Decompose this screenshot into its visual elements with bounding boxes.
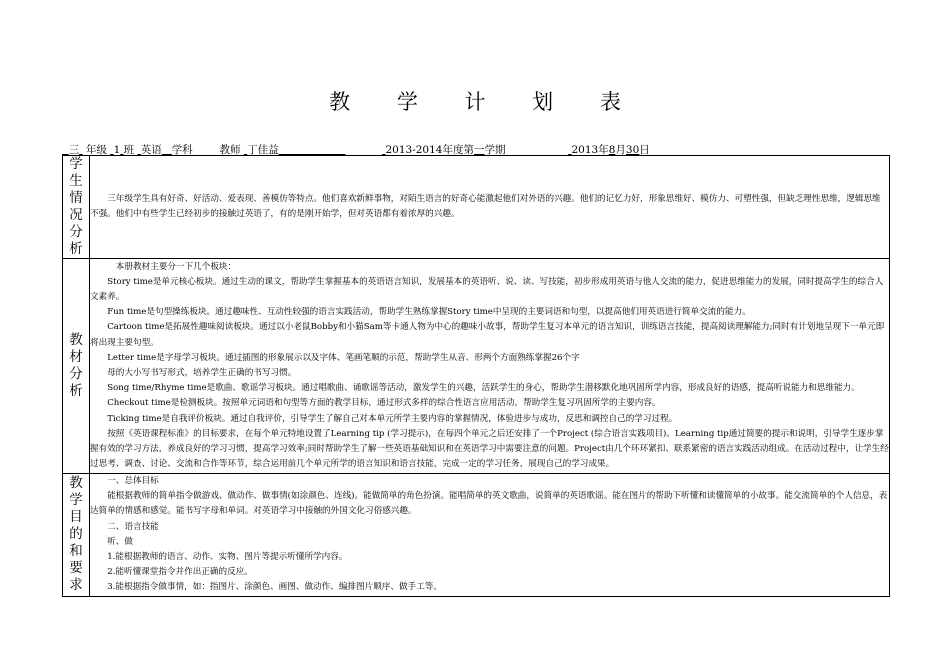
student-analysis-paragraph: 三年级学生具有好奇、好活动、爱表现、善模仿等特点。他们喜欢新鲜事物，对陌生语言的好奇心能激起他们对外语的兴趣。他们的记忆力好，形象思维好、模仿力、可塑性强，但缺乏理性思维，逻辑思维不强。他们中有些学生已经初步的接触过英语了，有的是刚开始学，但对英语都有着浓厚的兴趣。 (90, 193, 881, 219)
material-analysis-content (90, 259, 890, 474)
material-analysis-label-cell (63, 259, 90, 474)
grade-label: 年级 (85, 144, 107, 156)
date-month: 8 (608, 144, 616, 156)
term-number: 一 (473, 144, 485, 156)
material-paragraph: Fun time是句型操练板块。通过趣味性、互动性较强的语言实践活动，帮助学生熟练掌握Story time中呈现的主要词语和句型，以提高他们用英语进行简单交流的能力。 (107, 307, 751, 318)
material-paragraph: 本册教材主要分一下几个板块： (115, 261, 237, 272)
material-paragraph: 母的大小写书写形式，培养学生正确的书写习惯。 (107, 368, 297, 378)
goals-paragraph: 能根据教师的简单指令做游戏、做动作、做事情(如涂颜色、连线)。能做简单的角色扮演。能唱简单的英文歌曲，说简单的英语歌谣。能在图片的帮助下听懂和读懂简单的小故事。能交流简单的个人信息，表达简单的情感和感觉。能书写字母和单词。对英语学习中接触的外国文化习俗感兴趣。 (90, 491, 888, 517)
material-paragraph: Story time是单元核心板块。通过生动的课文，帮助学生掌握基本的英语语言知识，发展基本的英语听、说、读、写技能，初步形成用英语与他人交流的能力，促进思维能力的发展，同时提高学生的综合人文素养。 (90, 276, 884, 302)
material-paragraph: Cartoon time是拓展性趣味阅读板块。通过以小老鼠Bobby和小猫Sam等卡通人物为中心的趣味小故事，帮助学生复习本单元的语言知识，训练语言技能，提高阅读理解能力;同时有计划地呈现下一单元即将出现主要句型。 (90, 322, 885, 348)
goals-paragraph: 3.能根据指令做事情，如：指图片、涂颜色、画图、做动作、编排图片顺序、做手工等。 (107, 582, 442, 593)
goals-paragraph: 一、总体目标 (107, 476, 159, 486)
date-month-label: 月 (615, 144, 626, 156)
class-value: 1 (113, 144, 121, 156)
document-title: 教 学 计 划 表 (329, 90, 641, 114)
subject-label: 学科 (171, 144, 193, 156)
teacher-label: 教师 (219, 144, 241, 156)
goals-paragraph: 二、语言技能 (107, 521, 159, 532)
teacher-name: 丁佳益 (247, 144, 279, 156)
date-year-label: 年 (598, 144, 609, 156)
teaching-goals-content (90, 474, 890, 597)
grade-value: 三 (68, 144, 80, 156)
plan-table (62, 155, 890, 597)
goals-paragraph: 2.能听懂课堂指令并作出正确的反应。 (107, 567, 253, 578)
date-day-label: 日 (639, 144, 650, 156)
teaching-goals-label: 教学目的和要求 (69, 475, 83, 594)
student-analysis-label-cell (63, 156, 90, 259)
date-day: 30 (625, 144, 640, 156)
material-paragraph: 按照《英语课程标准》的目标要求，在每个单元特地设置了Learning tip (学习提示)，在每四个单元之后还安排了一个Project (综合语言实践项目)。Learning tip通过简要的提示和说明，引导学生逐步掌握有效的学习方法，养成良好的学习习惯，提高学习效率;同时帮助学生了解一些英语基础知识和在英语学习中需要注意的问题。Project由几个环环紧扣、联系紧密的语言实践活动组成。在活动过程中，让学生经过思考、调查、讨论、交流和合作等环节，综合运用前几个单元所学的语言知识和语言技能，完成一定的学习任务，展现自己的学习成果。 (90, 428, 889, 470)
subject-value: 英语 (140, 144, 162, 156)
teaching-goals-row (63, 474, 890, 597)
year-range: 2013-2014 (385, 144, 443, 156)
material-paragraph: Letter time是字母学习板块。通过插图的形象展示以及字体、笔画笔顺的示范，帮助学生从音、形两个方面熟练掌握26个字 (107, 352, 580, 363)
date-year: 2013 (571, 144, 599, 156)
term-label: 学期 (484, 144, 506, 156)
material-paragraph: Ticking time是自我评价板块。通过自我评价，引导学生了解自己对本单元所学主要内容的掌握情况，体验进步与成功，反思和调控自己的学习过程。 (107, 413, 678, 424)
material-analysis-label: 教材分析 (69, 332, 83, 399)
term-mid: 年度第 (442, 144, 474, 156)
material-analysis-row (63, 259, 890, 474)
teaching-goals-label-cell (63, 474, 90, 597)
goals-paragraph: 1.能根据教师的语言、动作、实物、图片等提示听懂所学内容。 (107, 552, 348, 563)
student-analysis-content (90, 156, 890, 259)
student-analysis-label: 学生情况分析 (69, 156, 83, 257)
goals-paragraph: 听、做 (107, 536, 133, 547)
student-analysis-row (63, 156, 890, 259)
class-label: 班 (123, 144, 135, 156)
material-paragraph: Song time/Rhyme time是歌曲、歌谣学习板块。通过唱歌曲、诵歌谣等活动，激发学生的兴趣，活跃学生的身心，帮助学生潜移默化地巩固所学内容，形成良好的语感，提高听说能力和思维能力。 (107, 383, 860, 394)
material-paragraph: Checkout time是检测板块。按照单元词语和句型等方面的教学目标，通过形式多样的综合性语言应用活动，帮助学生复习巩固所学的主要内容。 (107, 398, 661, 409)
